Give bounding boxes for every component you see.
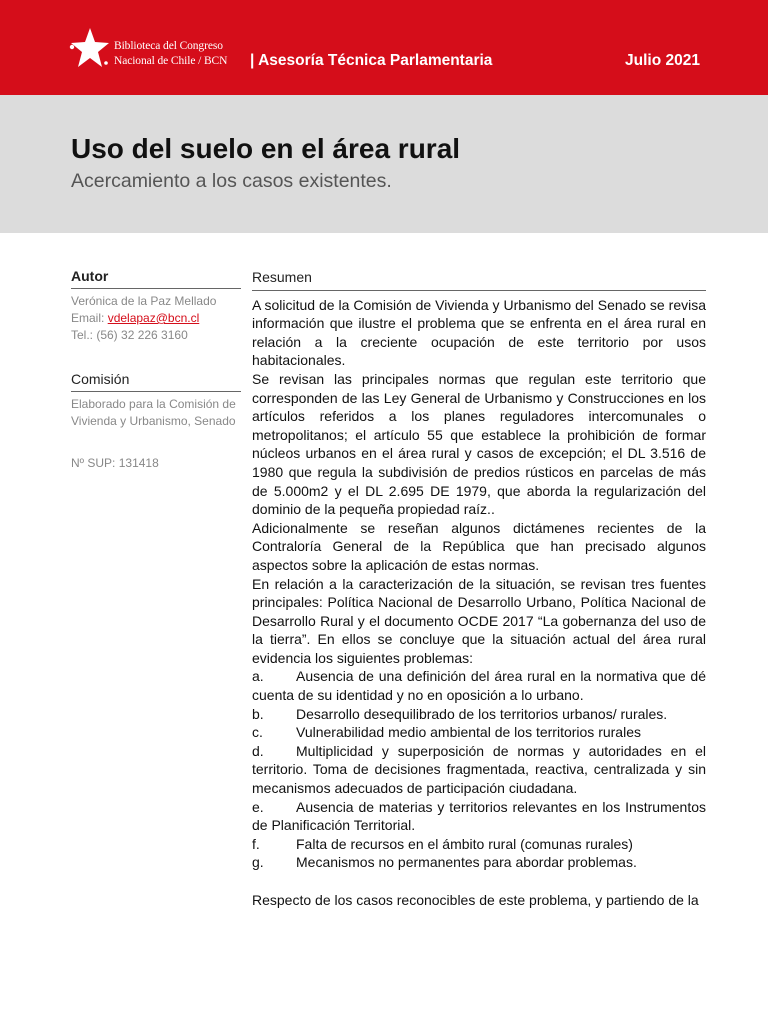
summary-paragraph: Se revisan las principales normas que regulan este territorio que corresponden de las Ley General de Urbanismo y Construcciones en los artículos referidos a los planes reguladores intercomunales o metropolitanos; el artículo 55 que establece la prohibición de formar núcleos urbanos en el área rural y casos de excepción; el DL 3.516 de 1980 que regula la subdivisión de predios rústicos en parcelas de más de 5.000m2 y el DL 2.695 DE 1979, que aborda la regularización del dominio de la pequeña propiedad raíz.. (252, 370, 706, 518)
problem-item: b. Desarrollo desequilibrado de los territorios urbanos/ rurales. (252, 705, 668, 722)
summary (252, 268, 706, 909)
email-link[interactable]: vdelapaz@bcn.cl (107, 311, 200, 325)
author-email: Email: vdelapaz@bcn.cl (71, 311, 200, 325)
summary-paragraph: A solicitud de la Comisión de Vivienda y Urbanismo del Senado se revisa información que ilustre el problema que se enfrenta en el área rural en relación a la creciente ocupación de este territorio por usos habitacionales. (252, 296, 706, 369)
problem-item: g. Mecanismos no permanentes para abordar problemas. (252, 854, 637, 871)
sup-number: Nº SUP: 131418 (71, 456, 159, 470)
publication-date: Julio 2021 (625, 52, 700, 69)
problem-item: e. Ausencia de materias y territorios relevantes en los Instrumentos de Planificación Territorial. (252, 798, 706, 834)
commission-text: Elaborado para la Comisión de Vivienda y Urbanismo, Senado (71, 397, 236, 428)
summary-heading: Resumen (252, 268, 706, 291)
header-bar (0, 0, 768, 95)
sidebar (71, 268, 241, 472)
star-icon (66, 26, 110, 70)
unit-name: | Asesoría Técnica Parlamentaria (250, 52, 493, 69)
commission-heading: Comisión (71, 371, 241, 392)
problem-item: c. Vulnerabilidad medio ambiental de los territorios rurales (252, 724, 641, 741)
document-subtitle: Acercamiento a los casos existentes. (71, 170, 392, 192)
author-heading: Autor (71, 268, 241, 289)
summary-closing: Respecto de los casos reconocibles de este problema, y partiendo de la (252, 891, 699, 908)
problem-item: a. Ausencia de una definición del área rural en la normativa que dé cuenta de su identidad y no en oposición a lo urbano. (252, 668, 706, 704)
author-phone: Tel.: (56) 32 226 3160 (71, 328, 188, 342)
document-title: Uso del suelo en el área rural (71, 133, 461, 164)
problem-item: f. Falta de recursos en el ámbito rural (comunas rurales) (252, 835, 633, 852)
problem-item: d. Multiplicidad y superposición de normas y autoridades en el territorio. Toma de decisiones fragmentada, reactiva, centralizada y sin mecanismos adecuados de participación ciudadana. (252, 742, 706, 797)
author-name: Verónica de la Paz Mellado (71, 294, 217, 308)
summary-paragraph: En relación a la caracterización de la situación, se revisan tres fuentes principales: Política Nacional de Desarrollo Urbano, Política Nacional de Desarrollo Rural y el documento OCDE 2017 “La gobernanza del uso de la tierra”. En ellos se concluye que la situación actual del área rural evidencia los siguientes problemas: (252, 575, 706, 666)
summary-paragraph: Adicionalmente se reseñan algunos dictámenes recientes de la Contraloría General de la República que han precisado algunos aspectos sobre la aplicación de estas normas. (252, 519, 706, 573)
logo-text: Biblioteca del Congreso Nacional de Chile / BCN (114, 40, 228, 67)
